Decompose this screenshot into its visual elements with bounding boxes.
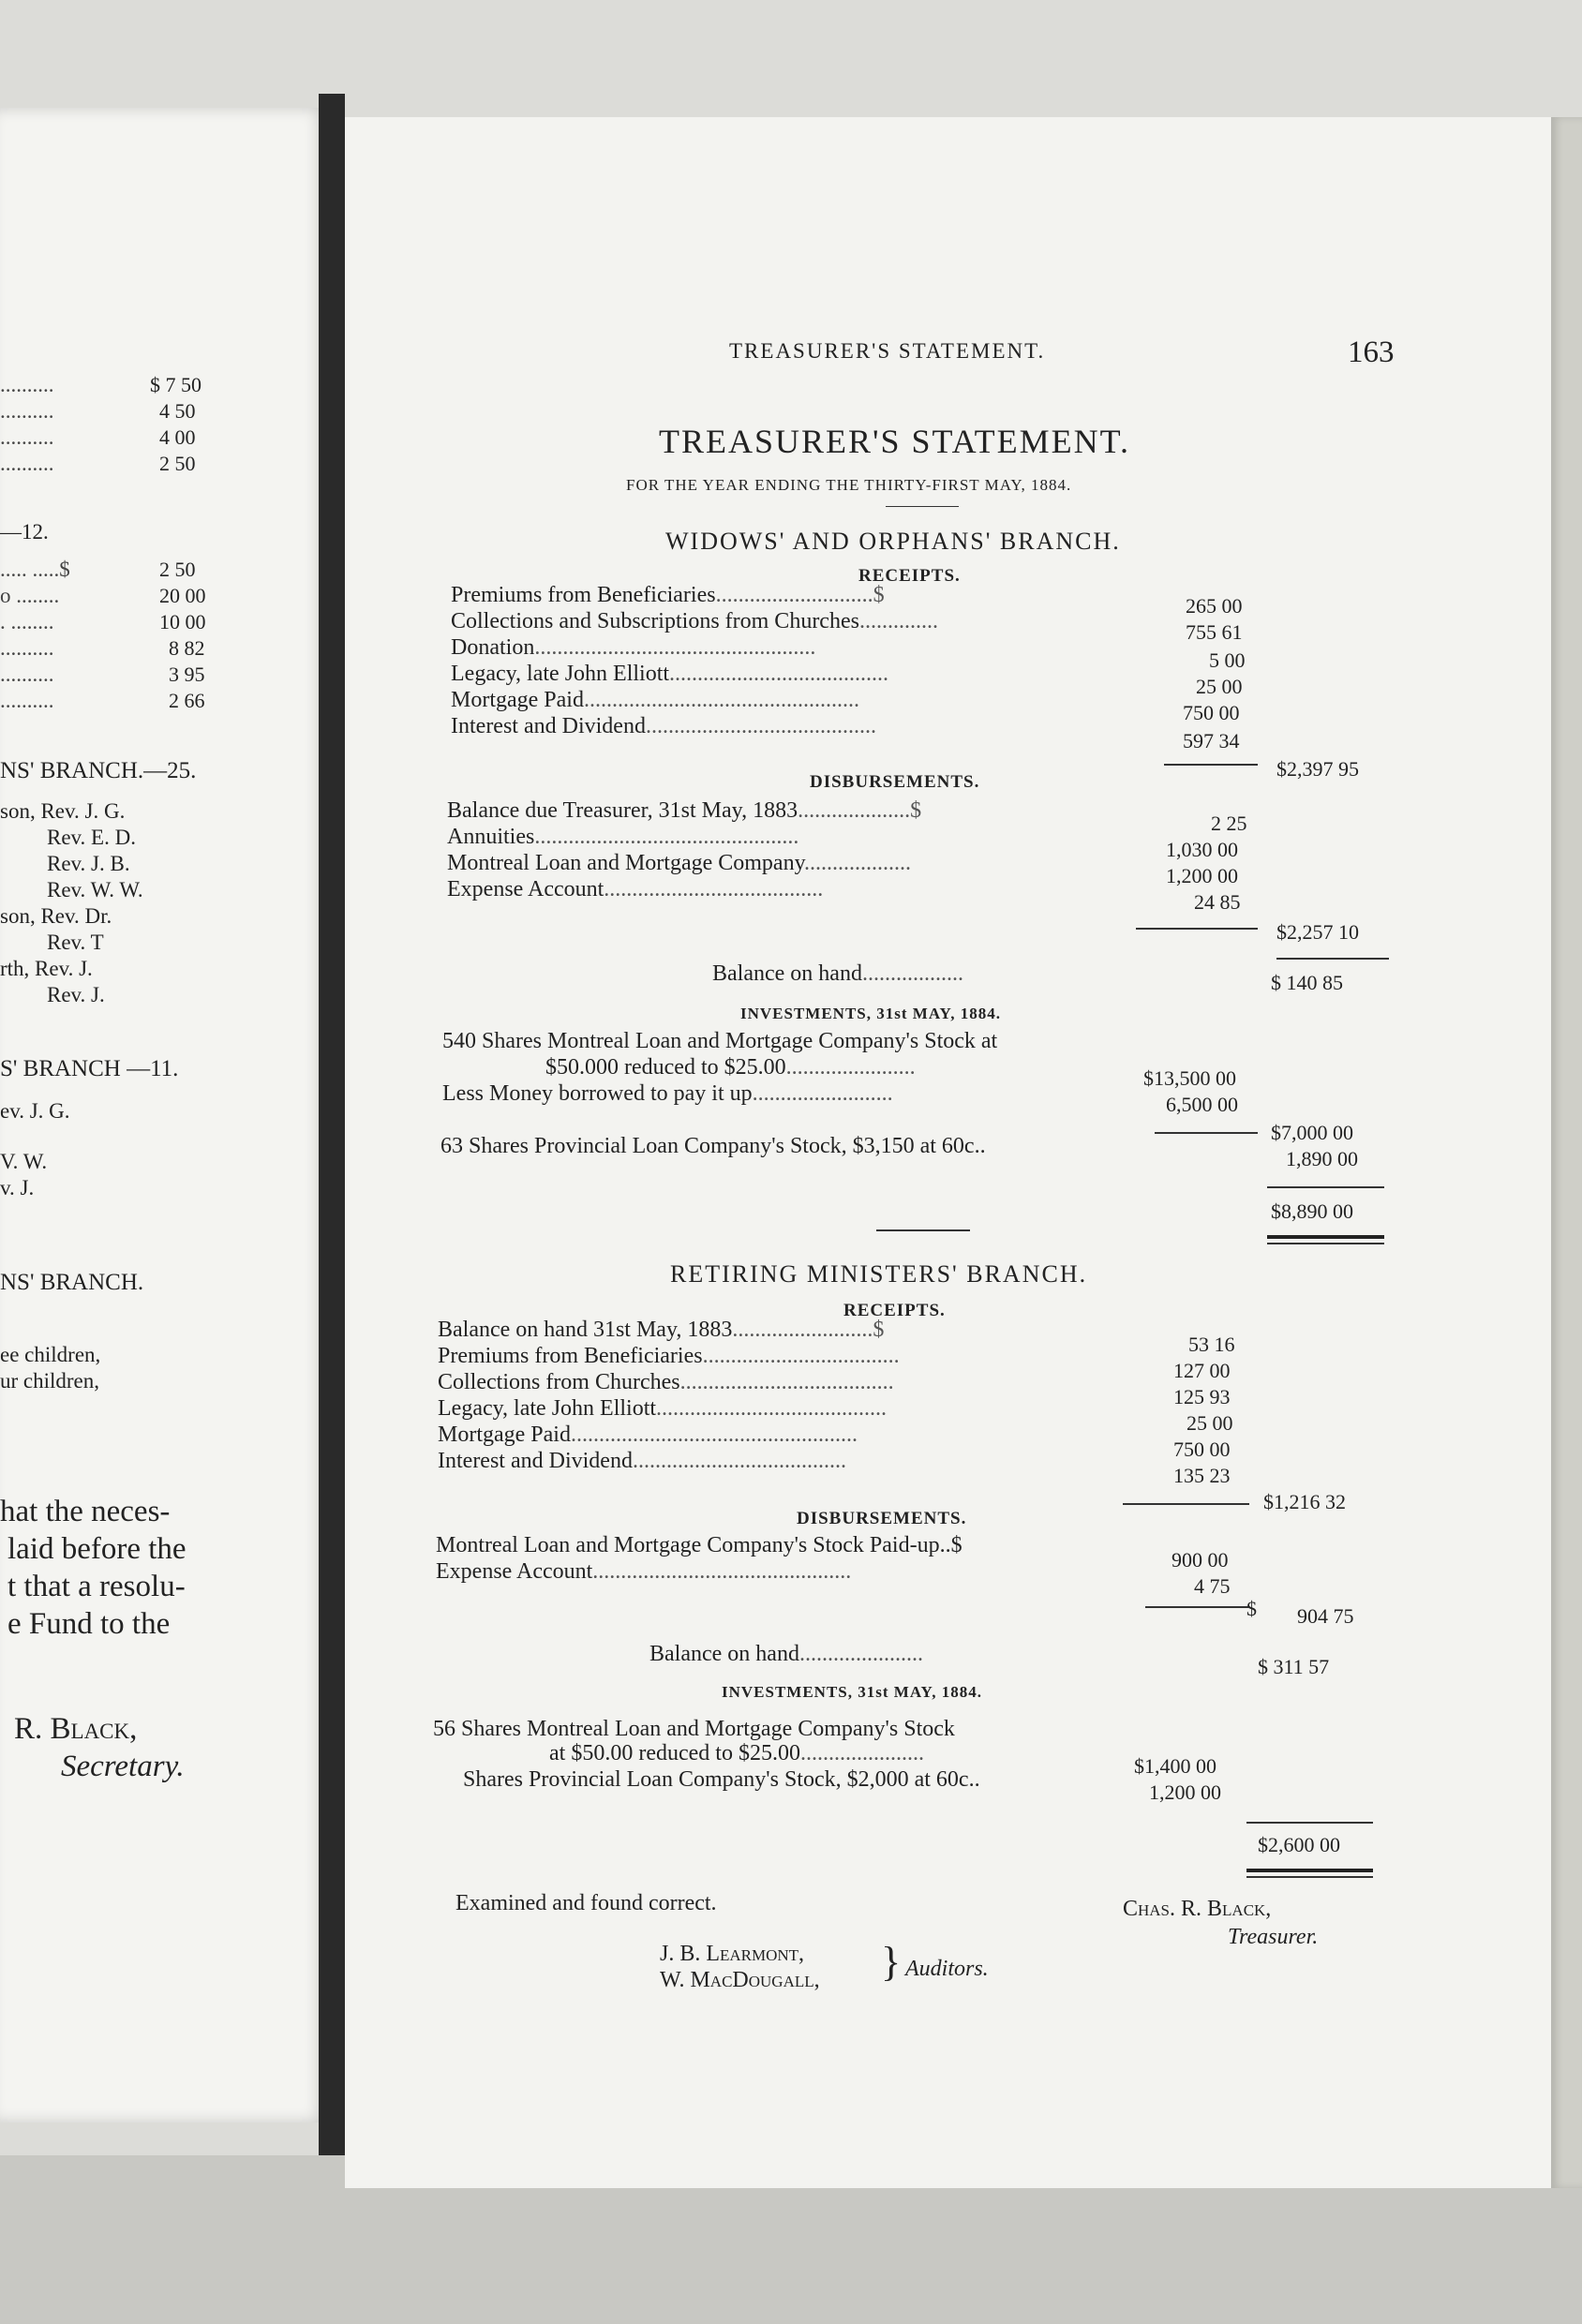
auditor-name: W. MacDougall,: [660, 1968, 820, 1992]
left-name: Rev. J.: [47, 983, 105, 1006]
statement-subtitle: FOR THE YEAR ENDING THE THIRTY-FIRST MAY, 1884.: [626, 476, 1072, 494]
left-paragraph-line: laid before the: [7, 1532, 187, 1566]
treasurer-title: Treasurer.: [1228, 1925, 1319, 1949]
retiring-balance-amount: $ 311 57: [1258, 1655, 1330, 1678]
widows-disbursements-total: $2,257 10: [1276, 920, 1359, 944]
retiring-receipt-amount: 750 00: [1173, 1438, 1231, 1461]
left-signature-title: Secretary.: [61, 1750, 185, 1783]
left-branch-heading: NS' BRANCH.—25.: [0, 758, 197, 783]
widows-investment-total: $8,890 00: [1271, 1199, 1353, 1223]
widows-disbursement-row: Expense Account.......................................: [447, 877, 824, 901]
left-list1-row: .......... 4 00: [0, 425, 196, 449]
auditors-label: Auditors.: [905, 1957, 989, 1981]
retiring-disbursements-total: 904 75: [1297, 1604, 1354, 1628]
left-list2-row: o ........ 20 00: [0, 584, 206, 607]
widows-branch-title: WIDOWS' AND ORPHANS' BRANCH.: [665, 528, 1121, 555]
retiring-investment-amount: 1,200 00: [1149, 1780, 1221, 1804]
left-page: [0, 108, 328, 2123]
widows-receipt-amount: 750 00: [1183, 701, 1240, 724]
retiring-disbursement-row: Montreal Loan and Mortgage Company's Stock Paid-up..$: [436, 1533, 963, 1557]
book-gutter: [319, 94, 345, 2155]
left-name: ev. J. G.: [0, 1099, 70, 1123]
left-name: Rev. T: [47, 931, 104, 954]
widows-receipts-heading: RECEIPTS.: [858, 566, 961, 586]
widows-receipt-row: Donation..................................................: [451, 635, 816, 660]
sum-rule: [1145, 1606, 1248, 1608]
retiring-investment-line: Shares Provincial Loan Company's Stock, $2,000 at 60c..: [463, 1767, 980, 1792]
left-list1-row: .......... 4 50: [0, 399, 196, 423]
sum-rule: [1276, 958, 1389, 960]
widows-receipt-amount: 597 34: [1183, 729, 1240, 752]
left-list1-end: —12.: [0, 520, 49, 544]
left-list2-row: .......... 2 66: [0, 689, 205, 712]
sum-rule: [1123, 1503, 1249, 1505]
widows-disbursement-row: Annuities...............................................: [447, 825, 799, 849]
widows-disbursement-amount: 1,030 00: [1166, 838, 1238, 861]
widows-disbursement-row: Balance due Treasurer, 31st May, 1883....................$: [447, 798, 922, 823]
widows-receipt-row: Premiums from Beneficiaries............................$: [451, 583, 885, 607]
widows-receipt-amount: 25 00: [1196, 675, 1243, 698]
widows-investment-line: $50.000 reduced to $25.00.......................: [545, 1055, 916, 1080]
retiring-disbursement-amount: 4 75: [1194, 1574, 1231, 1598]
left-list2-row: ..... .....$ 2 50: [0, 558, 196, 581]
left-list1-row: .......... 2 50: [0, 452, 196, 475]
widows-balance-amount: $ 140 85: [1271, 971, 1343, 994]
left-name: son, Rev. J. G.: [0, 799, 126, 823]
retiring-investments-heading: INVESTMENTS, 31st MAY, 1884.: [722, 1683, 983, 1701]
retiring-branch-title: RETIRING MINISTERS' BRANCH.: [670, 1260, 1088, 1288]
sum-rule: [1267, 1186, 1384, 1188]
retiring-investment-total: $2,600 00: [1258, 1833, 1340, 1856]
widows-disbursement-amount: 24 85: [1194, 890, 1241, 914]
retiring-receipt-row: Premiums from Beneficiaries...................................: [438, 1344, 900, 1368]
sum-rule: [1246, 1822, 1373, 1824]
divider: [876, 1229, 970, 1231]
sum-rule: [1155, 1132, 1258, 1134]
retiring-investment-line: at $50.00 reduced to $25.00......................: [549, 1741, 924, 1765]
widows-investment-amount: 1,890 00: [1286, 1147, 1358, 1170]
double-rule: [1267, 1235, 1384, 1239]
left-name: rth, Rev. J.: [0, 957, 93, 980]
double-rule: [1246, 1869, 1373, 1872]
widows-receipt-row: Mortgage Paid.................................................: [451, 688, 859, 712]
retiring-disbursements-heading: DISBURSEMENTS.: [797, 1509, 967, 1528]
auditor-name: J. B. Learmont,: [660, 1942, 805, 1966]
widows-receipt-amount: 755 61: [1186, 620, 1243, 644]
left-list2-row: .......... 8 82: [0, 636, 205, 660]
sum-rule: [1136, 928, 1258, 930]
retiring-receipts-total: $1,216 32: [1263, 1490, 1346, 1513]
widows-receipt-row: Interest and Dividend.........................................: [451, 714, 876, 738]
double-rule: [1246, 1876, 1373, 1878]
page-number: 163: [1348, 335, 1395, 369]
retiring-receipt-amount: 25 00: [1186, 1411, 1233, 1435]
widows-investment-subtotal: $7,000 00: [1271, 1121, 1353, 1144]
retiring-receipt-amount: 135 23: [1173, 1464, 1231, 1487]
retiring-receipt-amount: 53 16: [1188, 1333, 1235, 1356]
left-list1-row: .......... $ 7 50: [0, 373, 201, 396]
left-branch-heading: NS' BRANCH.: [0, 1270, 144, 1295]
widows-receipt-amount: 5 00: [1209, 648, 1246, 672]
widows-disbursement-row: Montreal Loan and Mortgage Company...................: [447, 851, 912, 875]
widows-receipt-row: Legacy, late John Elliott.......................................: [451, 662, 889, 686]
page-edge: [1551, 117, 1582, 2188]
widows-receipt-row: Collections and Subscriptions from Churches..............: [451, 609, 938, 633]
retiring-receipts-heading: RECEIPTS.: [843, 1301, 946, 1320]
retiring-receipt-row: Interest and Dividend......................................: [438, 1449, 846, 1473]
double-rule: [1267, 1243, 1384, 1244]
widows-investment-amount: 6,500 00: [1166, 1093, 1238, 1116]
widows-balance-row: Balance on hand..................: [712, 961, 963, 986]
retiring-disbursement-row: Expense Account..............................................: [436, 1559, 852, 1584]
retiring-receipt-amount: 125 93: [1173, 1385, 1231, 1408]
retiring-receipt-row: Mortgage Paid...................................................: [438, 1423, 858, 1447]
widows-disbursements-heading: DISBURSEMENTS.: [810, 772, 980, 792]
left-name: v. J.: [0, 1176, 35, 1199]
widows-investment-amount: $13,500 00: [1143, 1066, 1236, 1090]
left-signature-name: R. Black,: [14, 1712, 138, 1746]
retiring-receipt-amount: 127 00: [1173, 1359, 1231, 1382]
retiring-receipt-row: Balance on hand 31st May, 1883.........................$: [438, 1318, 885, 1342]
retiring-receipt-row: Legacy, late John Elliott.........................................: [438, 1396, 888, 1421]
left-name: Rev. J. B.: [47, 852, 130, 875]
retiring-investment-line: 56 Shares Montreal Loan and Mortgage Company's Stock: [433, 1717, 955, 1741]
left-paragraph-line: t that a resolu-: [7, 1570, 186, 1603]
widows-investments-heading: INVESTMENTS, 31st MAY, 1884.: [740, 1005, 1002, 1022]
running-header: TREASURER'S STATEMENT.: [729, 339, 1046, 363]
widows-investment-line: 63 Shares Provincial Loan Company's Stock, $3,150 at 60c..: [440, 1134, 986, 1158]
widows-disbursement-amount: 1,200 00: [1166, 864, 1238, 887]
left-children-line: ur children,: [0, 1369, 100, 1393]
left-list2-row: .......... 3 95: [0, 663, 205, 686]
left-branch-heading: S' BRANCH —11.: [0, 1056, 179, 1081]
retiring-investment-amount: $1,400 00: [1134, 1754, 1216, 1778]
left-list2-row: . ........ 10 00: [0, 610, 206, 633]
widows-receipt-amount: 265 00: [1186, 594, 1243, 618]
widows-disbursement-amount: 2 25: [1211, 812, 1247, 835]
treasurer-name: Chas. R. Black,: [1123, 1897, 1272, 1921]
left-paragraph-line: hat the neces-: [0, 1495, 171, 1528]
examined-note: Examined and found correct.: [455, 1891, 717, 1915]
widows-investment-line: 540 Shares Montreal Loan and Mortgage Company's Stock at: [442, 1029, 998, 1053]
left-name: Rev. W. W.: [47, 878, 143, 901]
left-name: Rev. E. D.: [47, 826, 136, 849]
left-paragraph-line: e Fund to the: [7, 1607, 171, 1641]
retiring-disbursements-total-prefix: $: [1246, 1597, 1257, 1620]
auditors-brace: }: [881, 1939, 902, 1985]
widows-receipts-total: $2,397 95: [1276, 757, 1359, 781]
statement-title: TREASURER'S STATEMENT.: [659, 423, 1130, 460]
left-name: son, Rev. Dr.: [0, 904, 112, 928]
retiring-receipt-row: Collections from Churches......................................: [438, 1370, 894, 1394]
retiring-disbursement-amount: 900 00: [1172, 1548, 1229, 1572]
left-children-line: ee children,: [0, 1343, 101, 1366]
left-name: V. W.: [0, 1150, 48, 1173]
sum-rule: [1164, 764, 1258, 766]
retiring-balance-row: Balance on hand......................: [649, 1642, 923, 1666]
widows-investment-line: Less Money borrowed to pay it up.........................: [442, 1081, 893, 1106]
divider: [886, 506, 959, 507]
